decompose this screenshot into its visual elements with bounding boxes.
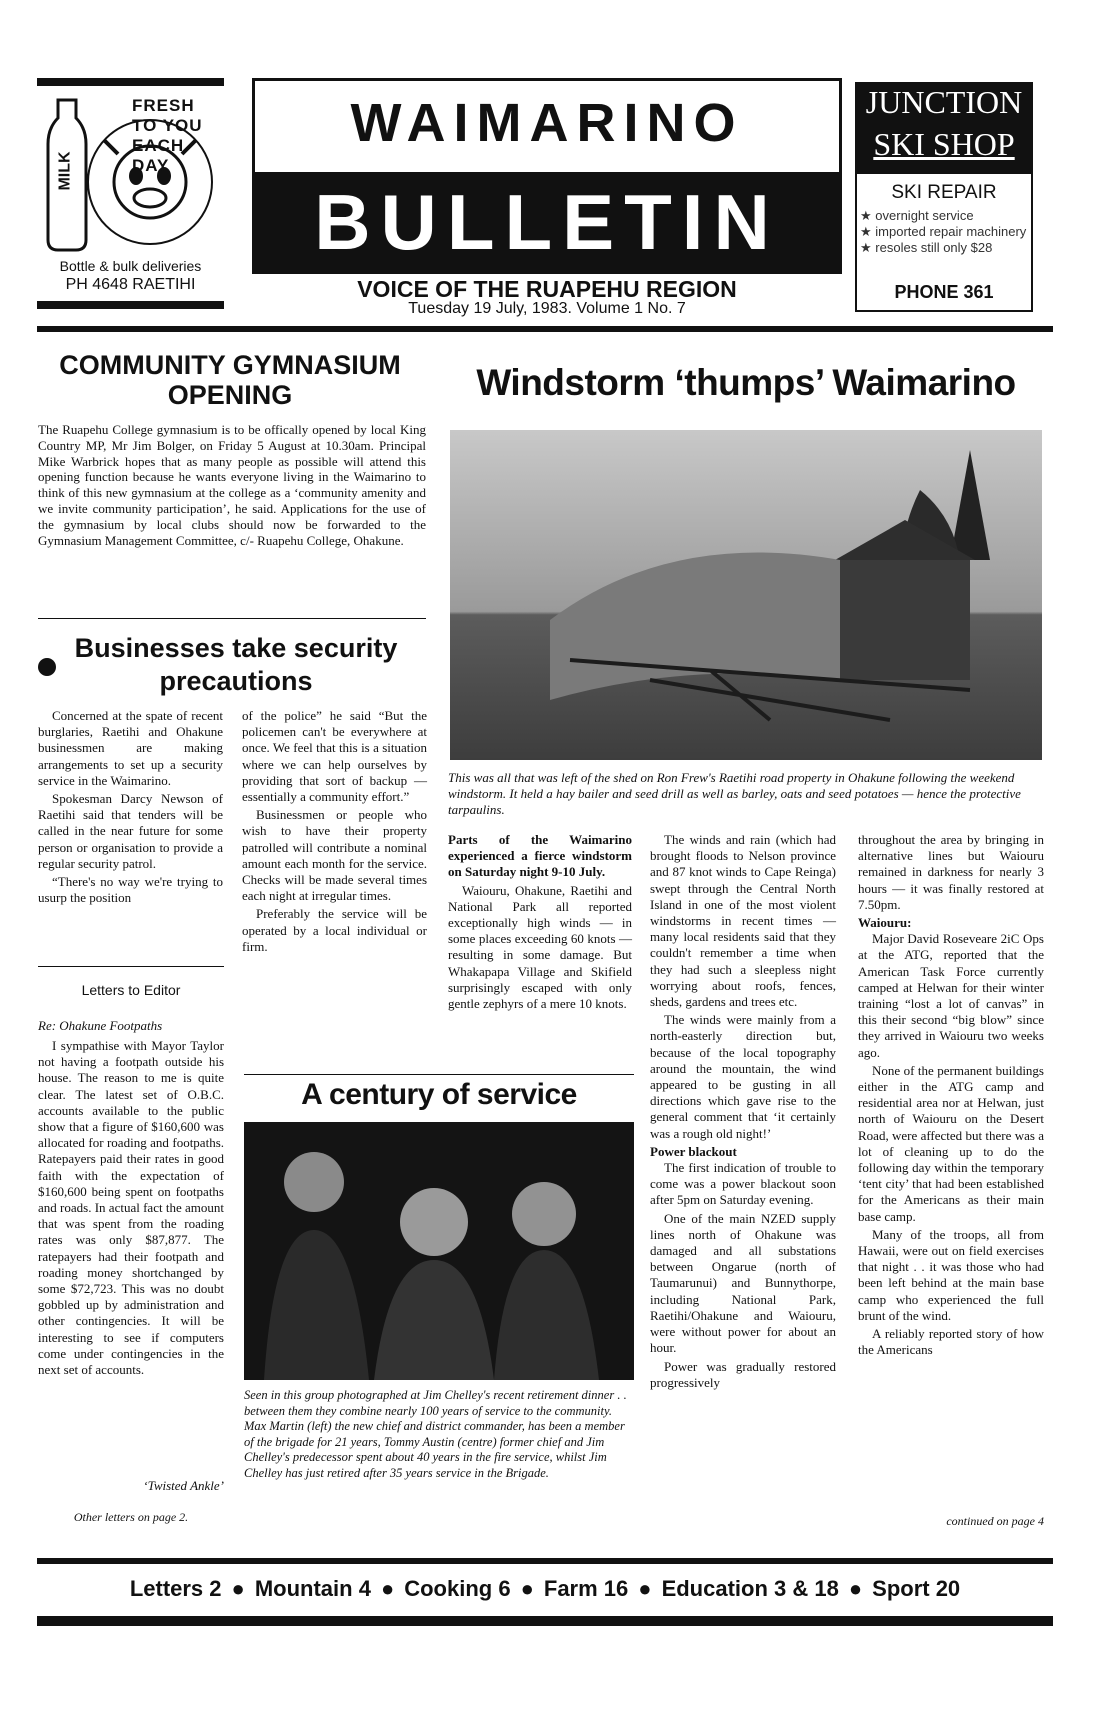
ski-ad-title1: JUNCTION <box>865 84 1023 120</box>
windstorm-paragraph: Many of the troops, all from Hawaii, were out on field exercises that night . . it was those who had been left behind at the main base camp who experienced the full brunt of the wind. <box>858 1226 1044 1323</box>
masthead-tagline: VOICE OF THE RUAPEHU REGION <box>357 276 737 302</box>
footer-rule-bottom <box>37 1616 1053 1626</box>
windstorm-subhead: Power blackout <box>650 1143 737 1159</box>
ski-ad-list <box>860 208 1030 256</box>
century-photo-caption: Seen in this group photographed at Jim Chelley's recent retirement dinner . . between them they combine nearly 100 years of service to the community. Max Martin (left) the new chief and district commander, has been a member of the brigade for 21 years, Tommy Austin (centre) former chief and Jim Chelley's predecessor spent about 40 years in the fire service, whilst Jim Chelley has just retired after 35 years service in the Brigade. <box>244 1388 627 1480</box>
milk-ad-phone: PH 4648 RAETIHI <box>65 276 196 293</box>
bullet-icon: ● <box>520 1576 534 1601</box>
business-paragraph: Spokesman Darcy Newson of Raetihi said that tenders will be called in the near future for some person or organisation to provide a regular security patrol. <box>38 791 223 871</box>
gym-headline: COMMUNITY GYMNASIUM OPENING <box>59 350 401 410</box>
masthead-dateline: Tuesday 19 July, 1983. Volume 1 No. 7 <box>408 300 686 317</box>
milk-ad-logo <box>40 92 220 264</box>
business-paragraph: Concerned at the spate of recent burglaries, Raetihi and Ohakune businessmen are making arrangements to set up a security service in the Waimarino. <box>38 708 223 788</box>
letters-signoff: ‘Twisted Ankle’ <box>143 1478 224 1493</box>
windstorm-paragraph: Power was gradually restored progressively <box>650 1358 836 1390</box>
footer-item-cooking[interactable]: Cooking 6 <box>404 1576 511 1601</box>
footer-rule-top <box>37 1558 1053 1564</box>
letter-paragraph: I sympathise with Mayor Taylor not having a footpath outside his house. The reason to me is quite clear. The latest set of O.B.C. accounts available to the public show that a figure of $160,600 was allocated for roading and footpaths. Ratepayers paid their rates in good faith with the expectation of $160,600 being spent on footpaths and roads. In actual fact the amount that was spent from the roading rates was only $87,877. The ratepayers had their footpath and roading money shortchanged by some $72,723. This was no doubt gobbled up by administration and other contingencies. It will be interesting to see if computers come under contingencies in the next set of accounts. <box>38 1038 224 1378</box>
windstorm-subhead: Waiouru: <box>858 915 912 931</box>
letters-body <box>38 1038 224 1380</box>
ski-ad-item: ★ overnight service <box>860 208 974 223</box>
milk-ad-bottle-text: MILK <box>56 151 74 191</box>
milk-ad-ring-text: FRESH TO YOU EACH DAY <box>132 96 203 175</box>
bullet-icon: ● <box>231 1576 245 1601</box>
ski-ad-item: ★ resoles still only $28 <box>860 240 993 255</box>
gym-rule <box>38 618 426 619</box>
windstorm-paragraph: A reliably reported story of how the Americans <box>858 1326 1044 1358</box>
bullet-icon: ● <box>638 1576 652 1601</box>
windstorm-paragraph: Major David Roseveare 2iC Ops at the ATG, reported that the American Task Force currently camped at Helwan for their winter training “lost a lot of canvas” in this their second “big blow” since they arrived in Waiouru two weeks ago. <box>858 931 1044 1060</box>
footer-item-letters[interactable]: Letters 2 <box>129 1576 222 1601</box>
letters-heading: Letters to Editor <box>81 982 181 998</box>
masthead-name-bottom: BULLETIN <box>314 178 780 266</box>
masthead-name-top: WAIMARINO <box>350 93 744 153</box>
windstorm-col3 <box>858 832 1044 1361</box>
letters-subject: Re: Ohakune Footpaths <box>38 1018 163 1033</box>
windstorm-headline: Windstorm ‘thumps’ Waimarino <box>476 362 1016 403</box>
business-col2 <box>242 708 427 957</box>
windstorm-continued-link[interactable]: continued on page 4 <box>946 1514 1044 1528</box>
windstorm-paragraph: None of the permanent buildings either in the ATG camp and residential area nor at Helwan, just north of Waiouru on the Desert Road, were affected but there was a lot of cleaning up to do the following day within the temporary ‘tent city’ that had been established for the Americans as their main base camp. <box>858 1062 1044 1224</box>
milk-ad-line1: Bottle & bulk deliveries <box>59 258 202 274</box>
windstorm-paragraph: One of the main NZED supply lines north of Ohakune was damaged and all substations between Ongarue (north of Taumarunui) and Bunnythorpe, including National Park, Raetihi/Ohakune and Waiouru, were without power for about an hour. <box>650 1210 836 1356</box>
footer-item-farm[interactable]: Farm 16 <box>543 1576 629 1601</box>
bullet-icon: ● <box>380 1576 395 1601</box>
ad-rule-top <box>37 78 224 86</box>
windstorm-photo-caption: This was all that was left of the shed on Ron Frew's Raetihi road property in Ohakune following the weekend windstorm. It held a hay bailer and seed drill as well as barley, oats and seed potatoes — hence the protective tarpaulins. <box>448 770 1021 817</box>
footer-item-mountain[interactable]: Mountain 4 <box>254 1576 371 1601</box>
windstorm-col1 <box>448 832 632 1014</box>
bullet-icon: ● <box>848 1576 863 1601</box>
footer-item-education[interactable]: Education 3 & 18 <box>661 1576 839 1601</box>
gym-body <box>38 422 426 550</box>
gym-body-text: The Ruapehu College gymnasium is to be offically opened by local King Country MP, Mr Jim Bolger, on Friday 5 August at 10.30am. Principal Mike Warbrick hopes that as many people as possible will attend this opening function because he wants everyone living in the Waimarino to think of this new gymnasium at the college as a ‘community amenity and we invite community participation’, he said. Applications for the use of the gymnasium by local clubs should now be forwarded to the Gymnasium Management Committee, c/- Ruapehu College, Ohakune. <box>38 422 426 548</box>
business-paragraph: of the police” he said “But the policemen can't be everywhere at once. We feel that this is a situation where we can help ourselves by providing that sort of backup — essentially a community effort.” <box>242 708 427 805</box>
century-photo <box>244 1122 634 1380</box>
century-headline: A century of service <box>301 1078 577 1111</box>
windstorm-lead: Parts of the Waimarino experienced a fierce windstorm on Saturday night 9-10 July. <box>448 832 632 880</box>
ski-ad-phone: PHONE 361 <box>894 282 994 302</box>
windstorm-photo <box>450 430 1042 760</box>
business-paragraph: Businessmen or people who wish to have their property patrolled will contribute a nominal amount each month for the service. Checks will be made several times each night at irregular times. <box>242 807 427 904</box>
ad-rule-bottom <box>37 301 224 309</box>
ski-ad-item: ★ imported repair machinery <box>860 224 1027 239</box>
footer-index <box>37 1574 1053 1604</box>
windstorm-paragraph: The winds and rain (which had brought floods to Nelson province and 87 knot winds to Cape Reinga) swept through the Central North Island in one of the most violent windstorms in recent times — many local residents said that they couldn't remember a time when they had such a sleepless night worrying about roofs, fences, sheds, gardens and trees etc. <box>650 832 836 1010</box>
windstorm-col2 <box>650 832 836 1393</box>
page-top-rule <box>37 326 1053 332</box>
business-paragraph: “There's no way we're trying to usurp the position <box>38 874 223 906</box>
ski-ad-title2: SKI SHOP <box>873 126 1015 162</box>
letters-rule <box>38 966 224 967</box>
windstorm-paragraph: The winds were mainly from a north-easterly direction but, because of the local topography around the mountain, the wind appeared to be gusting in all directions which gave rise to the general comment that ‘it certainly was a rough old night!’ <box>650 1012 836 1141</box>
century-rule <box>244 1074 634 1075</box>
business-headline: Businesses take security precautions <box>74 633 398 696</box>
ski-ad-subtitle: SKI REPAIR <box>891 182 997 203</box>
windstorm-paragraph: Waiouru, Ohakune, Raetihi and National Park all reported exceptionally high winds — in some places exceeding 60 knots — resulting in some damage. But Whakapapa Village and Skifield surprisingly escaped with only gentle zephyrs of a mere 10 knots. <box>448 882 632 1012</box>
business-paragraph: Preferably the service will be operated by a local individual or firm. <box>242 906 427 954</box>
footer-item-sport[interactable]: Sport 20 <box>872 1576 961 1601</box>
letters-more-link[interactable]: Other letters on page 2. <box>73 1510 189 1524</box>
windstorm-paragraph: throughout the area by bringing in alternative lines but Waiouru remained in darkness for nearly 3 hours — it was finally restored at 7.50pm. <box>858 832 1044 912</box>
windstorm-paragraph: The first indication of trouble to come was a power blackout soon after 5pm on Saturday evening. <box>650 1160 836 1208</box>
business-col1 <box>38 708 223 908</box>
